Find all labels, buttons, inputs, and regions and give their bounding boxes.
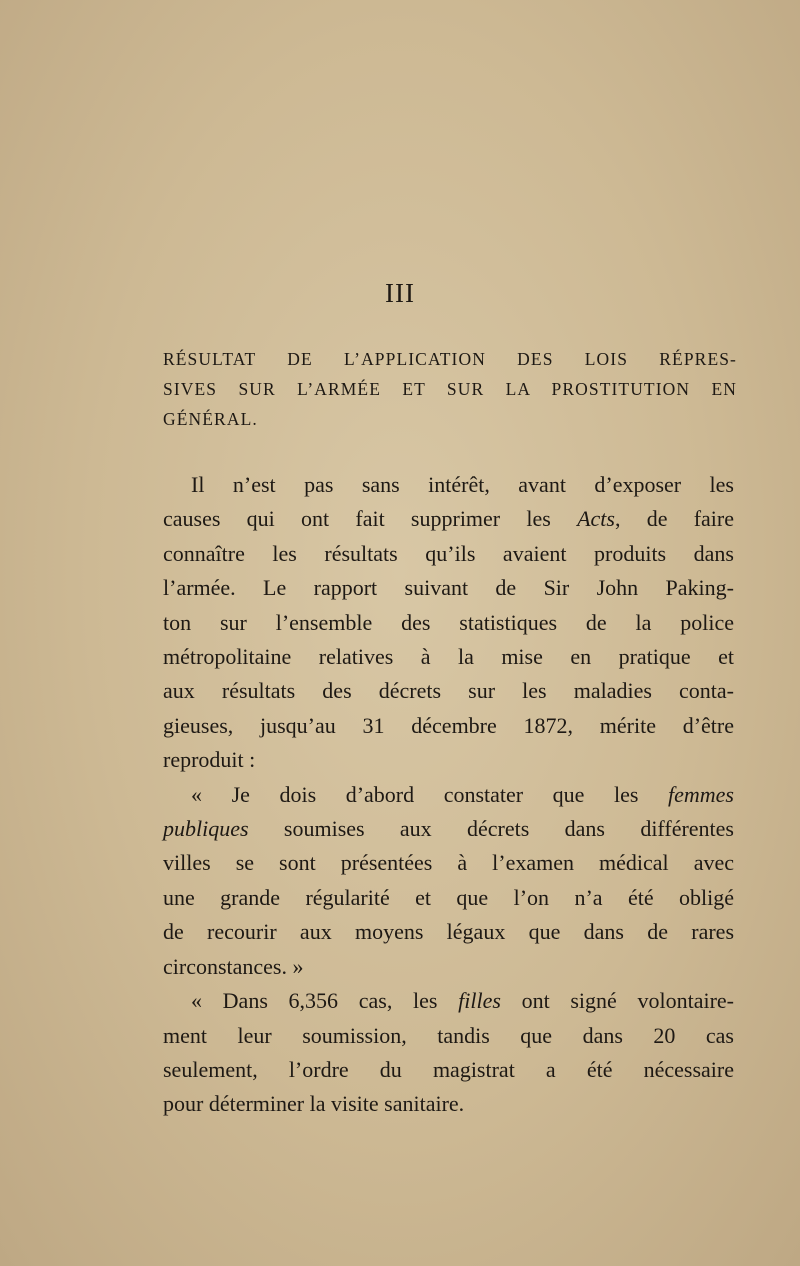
heading-line: GÉNÉRAL. xyxy=(163,409,258,429)
text-run: une grande régularité et que l’on n’a été obligé xyxy=(163,884,734,910)
chapter-number: III xyxy=(385,278,415,308)
text-run: villes se sont présentées à l’examen médical avec xyxy=(163,850,734,876)
text-run: connaître les résultats qu’ils avaient produits dans xyxy=(163,540,734,566)
text-run: Il n’est pas sans intérêt, avant d’exposer les xyxy=(191,472,734,497)
text-line xyxy=(163,950,734,984)
text-line xyxy=(163,846,734,880)
italic-word: femmes xyxy=(668,781,734,807)
text-run: pour déterminer la visite sanitaire. xyxy=(163,1091,465,1117)
italic-word: Acts xyxy=(577,506,615,532)
text-line xyxy=(163,606,734,640)
text-run: ment leur soumission, tandis que dans 20 cas xyxy=(163,1022,734,1048)
text-run: ton sur l’ensemble des statistiques de la police xyxy=(163,609,734,635)
text-run: gieuses, jusqu’au 31 décembre 1872, mérite d’être xyxy=(163,712,734,738)
text-run: aux résultats des décrets sur les maladies conta- xyxy=(163,678,734,704)
text-line xyxy=(163,778,734,812)
text-run: reproduit : xyxy=(163,747,256,773)
text-run: « Dans 6,356 cas, les xyxy=(191,988,459,1014)
text-run: « Je dois d’abord constater que les xyxy=(191,781,669,807)
text-line xyxy=(163,743,734,777)
heading-line: SIVES SUR L’ARMÉE ET SUR LA PROSTITUTION EN xyxy=(163,379,737,399)
text-run: l’armée. Le rapport suivant de Sir John Paking- xyxy=(163,575,734,601)
text-run: ont signé volontaire- xyxy=(500,988,734,1014)
text-line xyxy=(163,984,734,1018)
heading-line: RÉSULTAT DE L’APPLICATION DES LOIS RÉPRES- xyxy=(163,349,737,369)
text-line xyxy=(163,468,734,502)
text-line xyxy=(163,1053,734,1087)
text-line xyxy=(163,674,734,708)
text-line xyxy=(163,640,734,674)
text-line xyxy=(163,537,734,571)
text-line xyxy=(163,915,734,949)
text-line xyxy=(163,1019,734,1053)
text-run: soumises aux décrets dans différentes xyxy=(248,816,734,842)
text-run: seulement, l’ordre du magistrat a été nécessaire xyxy=(163,1056,734,1082)
text-run: causes qui ont fait supprimer les xyxy=(163,506,578,532)
chapter-heading xyxy=(163,344,737,434)
text-run: circonstances. » xyxy=(163,953,304,979)
text-line xyxy=(163,881,734,915)
body-text xyxy=(163,468,734,1122)
italic-word: filles xyxy=(458,988,501,1014)
text-line xyxy=(163,709,734,743)
text-line xyxy=(163,502,734,536)
text-run: métropolitaine relatives à la mise en pratique et xyxy=(163,644,734,670)
italic-word: publiques xyxy=(163,816,249,842)
text-line xyxy=(163,571,734,605)
text-run: , de faire xyxy=(614,506,734,532)
text-run: de recourir aux moyens légaux que dans de rares xyxy=(163,919,734,945)
text-line xyxy=(163,812,734,846)
text-line xyxy=(163,1087,734,1121)
